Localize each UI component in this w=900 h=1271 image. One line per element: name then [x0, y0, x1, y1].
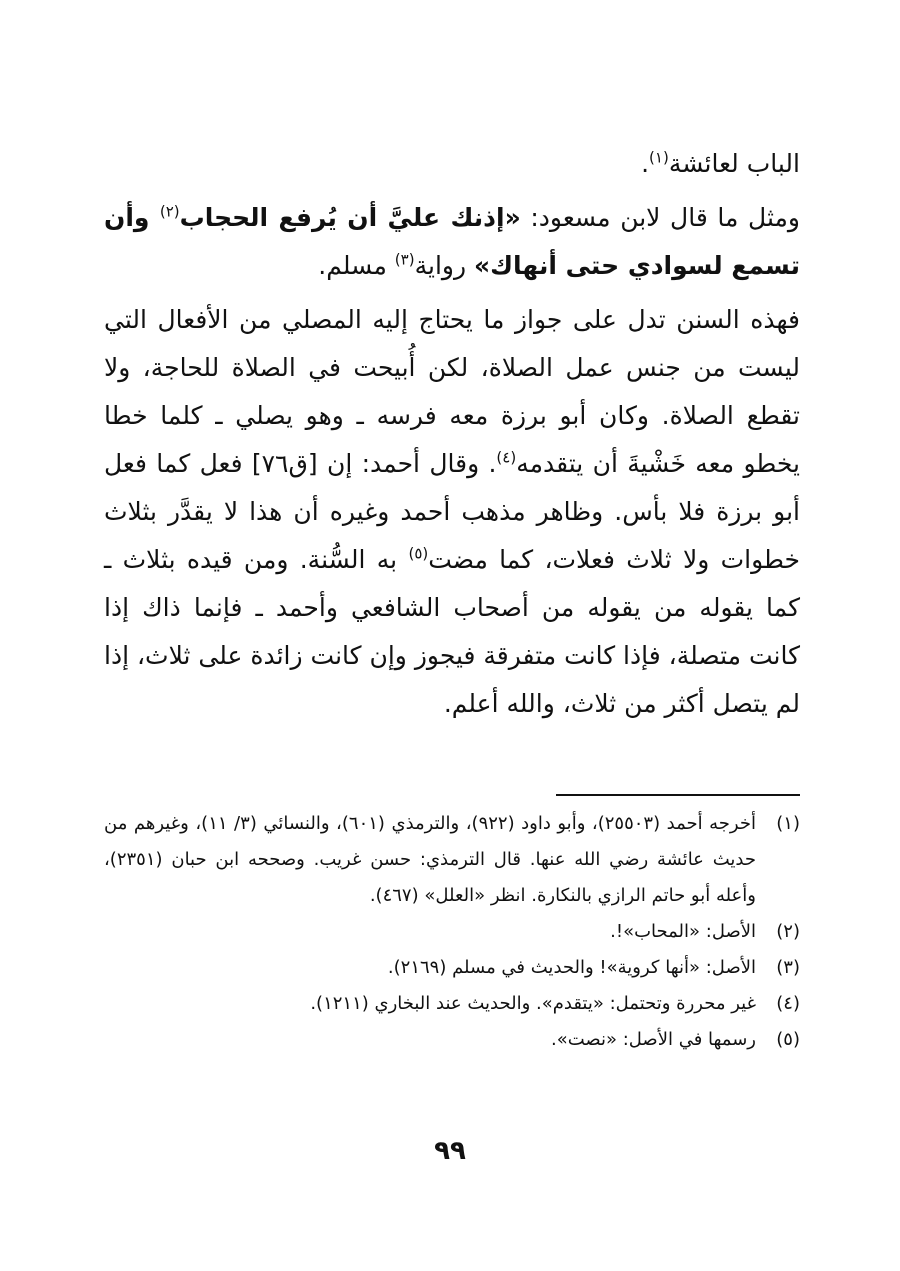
footnote-ref-4[interactable]: (٤)	[496, 448, 517, 467]
paragraph-2	[104, 194, 800, 290]
hadith-quote-part-b: وأن تسمع لسوادي حتى أنهاك»	[104, 203, 800, 280]
footnote-number: (٥)	[776, 1029, 800, 1050]
footnote-text: الأصل: «المحاب»!.	[610, 921, 756, 942]
footnote-separator	[556, 794, 800, 796]
footnote-ref-5[interactable]: (٥)	[408, 544, 429, 563]
footnote-number: (٢)	[776, 921, 800, 942]
paragraph-1-text: الباب لعائشة	[668, 149, 800, 178]
footnote-ref-2[interactable]: (٢)	[159, 202, 180, 221]
page-number: ٩٩	[434, 1136, 466, 1166]
footnotes	[104, 806, 800, 1058]
footnote-5	[104, 1022, 800, 1058]
footnote-1	[104, 806, 800, 914]
footnote-text: الأصل: «أنها كروية»! والحديث في مسلم (٢١٦٩).	[387, 957, 756, 978]
footnote-3	[104, 950, 800, 986]
footnote-ref-1[interactable]: (١)	[649, 148, 669, 167]
paragraph-1	[104, 140, 800, 188]
paragraph-1-end: .	[641, 149, 650, 178]
footnote-2	[104, 914, 800, 950]
paragraph-2-riwaya: رواية	[414, 251, 474, 280]
footnote-number: (٤)	[776, 993, 800, 1014]
footnote-number: (١)	[776, 813, 800, 834]
footnote-text: رسمها في الأصل: «نصت».	[550, 1029, 756, 1050]
footnote-text: غير محررة وتحتمل: «يتقدم». والحديث عند البخاري (١٢١١).	[310, 993, 756, 1014]
paragraph-2-end: مسلم.	[318, 251, 395, 280]
footnote-number: (٣)	[776, 957, 800, 978]
footnote-ref-3[interactable]: (٣)	[394, 250, 415, 269]
paragraph-3-part-b: . وقال أحمد: إن [ق٧٦] فعل كما فعل أبو برزة فلا بأس. وظاهر مذهب أحمد وغيره أن هذا لا يقدَّر بثلاث خطوات ولا ثلاث فعلات، كما مضت	[104, 449, 800, 574]
footnote-text: أخرجه أحمد (٢٥٥٠٣)، وأبو داود (٩٢٢)، والترمذي (٦٠١)، والنسائي (٣/ ١١)، وغيرهم من حديث عائشة رضي الله عنها. قال الترمذي: حسن غريب. وصححه ابن حبان (٢٣٥١)، وأعله أبو حاتم الرازي بالنكارة. انظر «العلل» (٤٦٧).	[104, 813, 756, 906]
footnote-4	[104, 986, 800, 1022]
paragraph-3	[104, 296, 800, 728]
hadith-quote-part-a: «إذنك عليَّ أن يُرفع الحجاب	[179, 203, 521, 232]
main-text	[104, 140, 800, 728]
paragraph-3-part-c: به السُّنة. ومن قيده بثلاث ـ كما يقوله من يقوله من أصحاب الشافعي وأحمد ـ فإنما ذاك إذا كانت متصلة، فإذا كانت متفرقة فيجوز وإن كانت زائدة على ثلاث، إذا لم يتصل أكثر من ثلاث، والله أعلم.	[104, 545, 800, 718]
paragraph-2-intro: ومثل ما قال لابن مسعود:	[520, 203, 800, 232]
paragraph-3-part-a: فهذه السنن تدل على جواز ما يحتاج إليه المصلي من الأفعال التي ليست من جنس عمل الصلاة، لكن أُبيحت في الصلاة للحاجة، ولا تقطع الصلاة. وكان أبو برزة معه فرسه ـ وهو يصلي ـ كلما خطا يخطو معه خَشْيةَ أن يتقدمه	[104, 305, 800, 478]
